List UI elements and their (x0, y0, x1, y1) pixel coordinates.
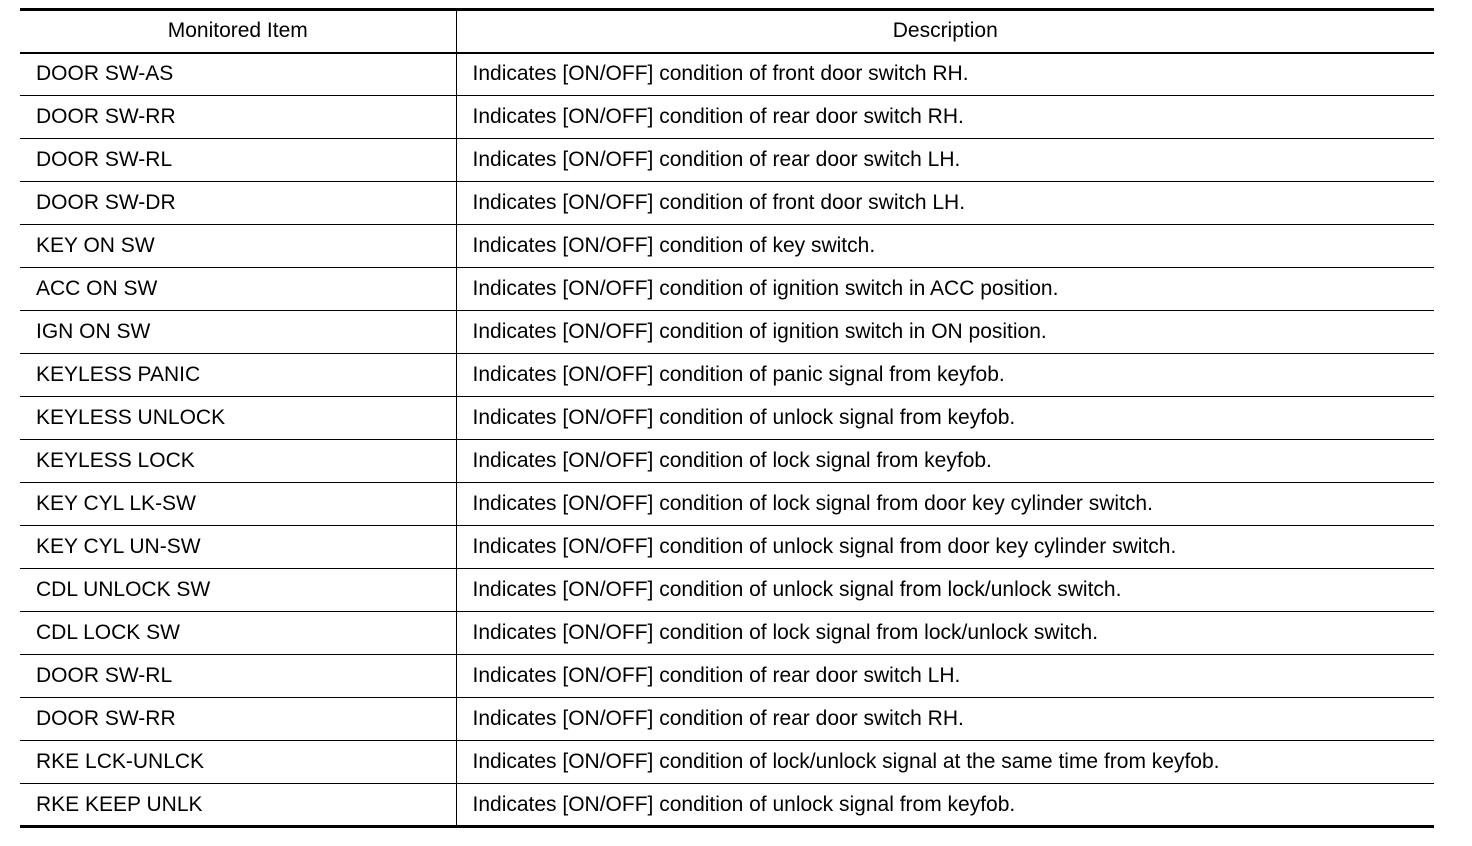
monitored-items-table (20, 8, 1434, 828)
header-description: Description (892, 19, 998, 43)
monitored-item-cell: DOOR SW-RL (20, 139, 456, 182)
monitored-item-cell: KEYLESS UNLOCK (20, 397, 456, 440)
description-cell: Indicates [ON/OFF] condition of front door switch RH. (472, 62, 969, 86)
table-row (20, 440, 1434, 483)
table-row (20, 397, 1434, 440)
description-cell: Indicates [ON/OFF] condition of ignition switch in ON position. (472, 320, 1047, 343)
monitored-item-cell: RKE KEEP UNLK (20, 784, 456, 827)
description-cell: Indicates [ON/OFF] condition of key switch. (472, 234, 876, 257)
table-body (20, 53, 1434, 827)
description-cell: Indicates [ON/OFF] condition of rear door switch LH. (472, 148, 961, 171)
monitored-item-cell: DOOR SW-DR (20, 182, 456, 225)
description-cell: Indicates [ON/OFF] condition of rear door switch RH. (472, 105, 964, 128)
table-row (20, 612, 1434, 655)
table-row (20, 741, 1434, 784)
monitored-item-cell: IGN ON SW (20, 311, 456, 354)
table-row (20, 53, 1434, 96)
description-cell: Indicates [ON/OFF] condition of unlock signal from door key cylinder switch. (472, 535, 1177, 558)
table-row (20, 698, 1434, 741)
table-row (20, 655, 1434, 698)
monitored-item-cell: RKE LCK-UNLCK (20, 741, 456, 784)
monitored-item-cell: KEYLESS PANIC (20, 354, 456, 397)
monitored-item-cell: DOOR SW-RL (20, 655, 456, 698)
header-monitored-item: Monitored Item (20, 10, 456, 53)
table-row (20, 268, 1434, 311)
monitored-item-cell: DOOR SW-RR (20, 96, 456, 139)
table-row (20, 784, 1434, 827)
monitored-item-cell: KEY CYL LK-SW (20, 483, 456, 526)
table-row (20, 139, 1434, 182)
description-cell: Indicates [ON/OFF] condition of ignition switch in ACC position. (472, 277, 1059, 300)
table-row (20, 354, 1434, 397)
description-cell: Indicates [ON/OFF] condition of front door switch LH. (472, 191, 966, 214)
table-row (20, 182, 1434, 225)
monitored-item-cell: DOOR SW-RR (20, 698, 456, 741)
monitored-item-cell: KEY ON SW (20, 225, 456, 268)
table-row (20, 96, 1434, 139)
description-cell: Indicates [ON/OFF] condition of rear door switch RH. (472, 707, 964, 730)
monitored-item-cell: KEY CYL UN-SW (20, 526, 456, 569)
description-cell: Indicates [ON/OFF] condition of lock signal from door key cylinder switch. (472, 492, 1153, 515)
monitored-item-cell: CDL UNLOCK SW (20, 569, 456, 612)
monitored-item-cell: ACC ON SW (20, 268, 456, 311)
description-cell: Indicates [ON/OFF] condition of lock signal from keyfob. (472, 449, 992, 472)
monitored-item-cell: CDL LOCK SW (20, 612, 456, 655)
monitored-item-cell: DOOR SW-AS (20, 53, 456, 96)
table-header-row (20, 10, 1434, 53)
description-cell: Indicates [ON/OFF] condition of unlock signal from keyfob. (472, 792, 1016, 816)
description-cell: Indicates [ON/OFF] condition of unlock signal from lock/unlock switch. (472, 578, 1122, 601)
description-cell: Indicates [ON/OFF] condition of lock signal from lock/unlock switch. (472, 621, 1099, 644)
description-cell: Indicates [ON/OFF] condition of panic signal from keyfob. (472, 363, 1005, 386)
description-cell: Indicates [ON/OFF] condition of lock/unlock signal at the same time from keyfob. (472, 750, 1220, 773)
table-row (20, 225, 1434, 268)
description-cell: Indicates [ON/OFF] condition of rear door switch LH. (472, 664, 961, 687)
table-row (20, 526, 1434, 569)
monitor-table-container (20, 8, 1434, 828)
monitored-item-cell: KEYLESS LOCK (20, 440, 456, 483)
table-row (20, 483, 1434, 526)
table-row (20, 569, 1434, 612)
description-cell: Indicates [ON/OFF] condition of unlock signal from keyfob. (472, 406, 1016, 429)
table-row (20, 311, 1434, 354)
